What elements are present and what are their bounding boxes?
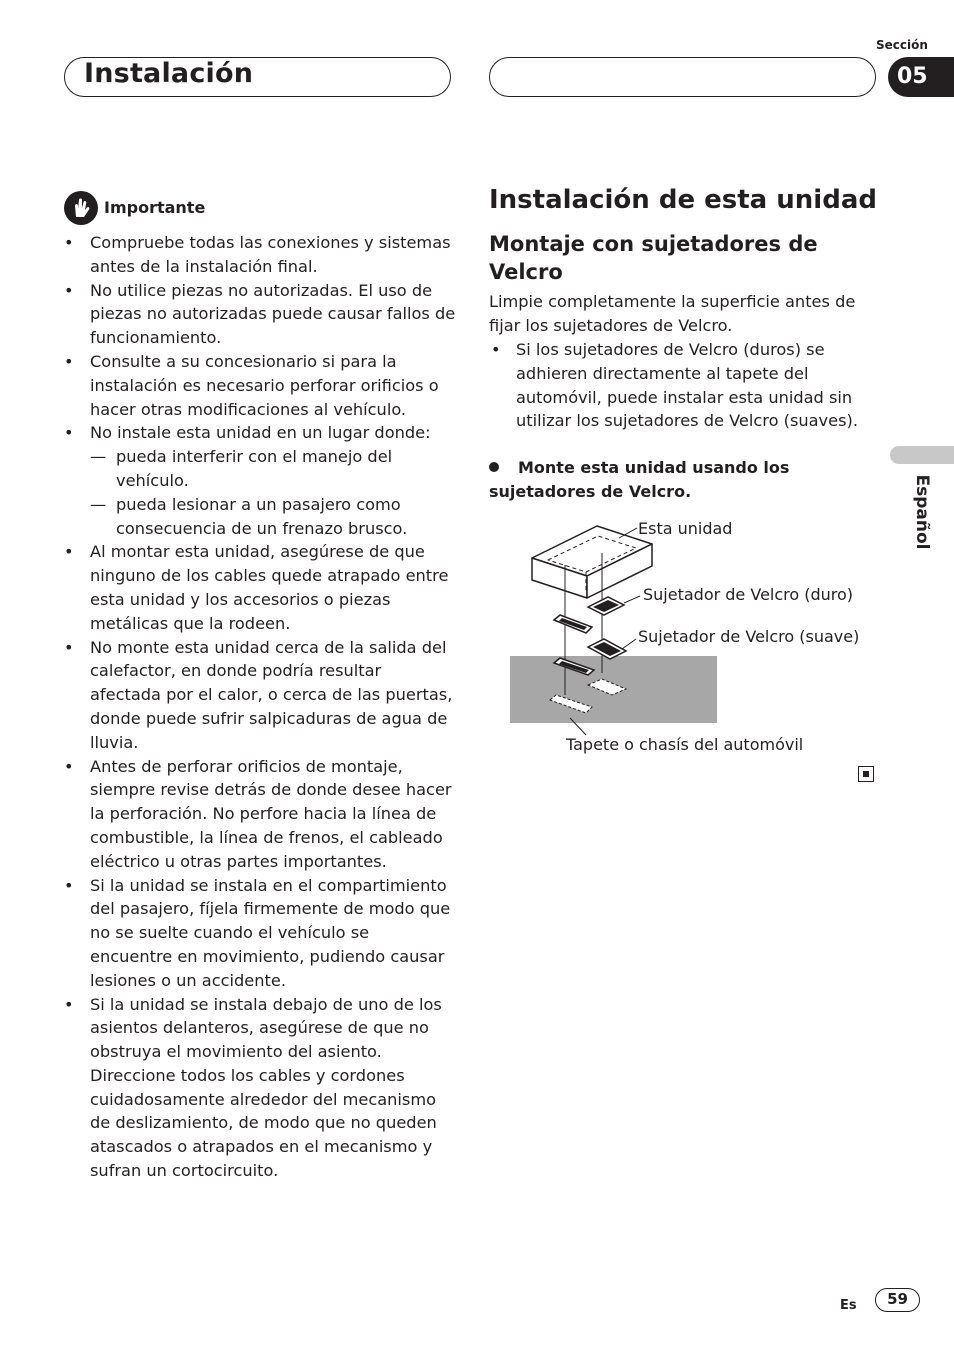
note-list	[489, 338, 873, 433]
list-item	[64, 421, 456, 540]
intro-paragraph: Limpie completamente la superficie antes de fijar los sujetadores de Velcro.	[489, 292, 856, 335]
hand-caution-icon	[64, 191, 98, 225]
list-item: • Si la unidad se instala en el compartimiento del pasajero, fíjela firmemente de modo que no se suelte cuando el vehículo se encuentre en movimiento, pudiendo causar lesiones o un accidente.	[64, 874, 456, 993]
header-blank-frame	[489, 57, 876, 97]
step-text: Monte esta unidad usando los sujetadores de Velcro.	[489, 458, 790, 501]
hard-velcro-left	[554, 615, 592, 633]
list-item: • Si la unidad se instala debajo de uno de los asientos delanteros, asegúrese de que no obstruya el movimiento del asiento. Direccione todos los cables y cordones cuidadosamente alrededor del mecanismo de deslizamiento, de modo que no queden atascados o atrapados en el mecanismo y sufran un cortocircuito.	[64, 993, 456, 1183]
sub-list-item: — pueda lesionar a un pasajero como consecuencia de un frenazo brusco.	[90, 493, 456, 541]
unit-box	[532, 526, 652, 598]
label-velcro-duro: Sujetador de Velcro (duro)	[643, 585, 854, 604]
language-label: Español	[912, 474, 932, 550]
list-item: • No utilice piezas no autorizadas. El uso de piezas no autorizadas puede causar fallos de funcionamiento.	[64, 279, 456, 350]
label-tapete: Tapete o chasís del automóvil	[566, 735, 804, 754]
label-esta-unidad: Esta unidad	[638, 519, 733, 538]
instruction-step	[489, 456, 869, 504]
page-number: 59	[875, 1288, 920, 1312]
language-tab	[890, 446, 954, 464]
footer-language-code: Es	[840, 1298, 857, 1313]
section-label: Sección	[876, 38, 928, 52]
sub-list-item: — pueda interferir con el manejo del vehículo.	[90, 445, 456, 493]
important-label: Importante	[104, 198, 206, 217]
list-item: • No monte esta unidad cerca de la salida del calefactor, en donde podría resultar afectada por el calor, o cerca de las puertas, donde puede sufrir salpicaduras de agua de lluvia.	[64, 636, 456, 755]
subsection-heading: Montaje con sujetadores de Velcro	[489, 232, 818, 284]
list-item: • Compruebe todas las conexiones y sistemas antes de la instalación final.	[64, 231, 456, 279]
section-heading: Instalación de esta unidad	[489, 185, 877, 215]
end-of-section-icon	[858, 766, 874, 782]
hard-velcro-top	[588, 597, 624, 615]
list-item: • Consulte a su concesionario si para la instalación es necesario perforar orificios o hacer otras modificaciones al vehículo.	[64, 350, 456, 421]
step-bullet-icon	[489, 462, 499, 472]
list-item: • Al montar esta unidad, asegúrese de que ninguno de los cables quede atrapado entre esta unidad y los accesorios o piezas metálicas que la rodeen.	[64, 540, 456, 635]
section-number-badge: 05	[888, 57, 954, 97]
list-item-text: No instale esta unidad en un lugar donde:	[90, 423, 431, 443]
list-item: • Antes de perforar orificios de montaje, siempre revise detrás de donde desee hacer la perforación. No perfore hacia la línea de combustible, la línea de frenos, el cableado eléctrico u otras partes importantes.	[64, 755, 456, 874]
sub-list	[90, 445, 456, 540]
list-item: • Si los sujetadores de Velcro (duros) se adhieren directamente al tapete del automóvil, puede instalar esta unidad sin utilizar los sujetadores de Velcro (suaves).	[489, 338, 873, 433]
label-velcro-suave: Sujetador de Velcro (suave)	[638, 627, 860, 646]
important-list	[64, 231, 456, 1183]
page-title: Instalación	[84, 58, 254, 89]
